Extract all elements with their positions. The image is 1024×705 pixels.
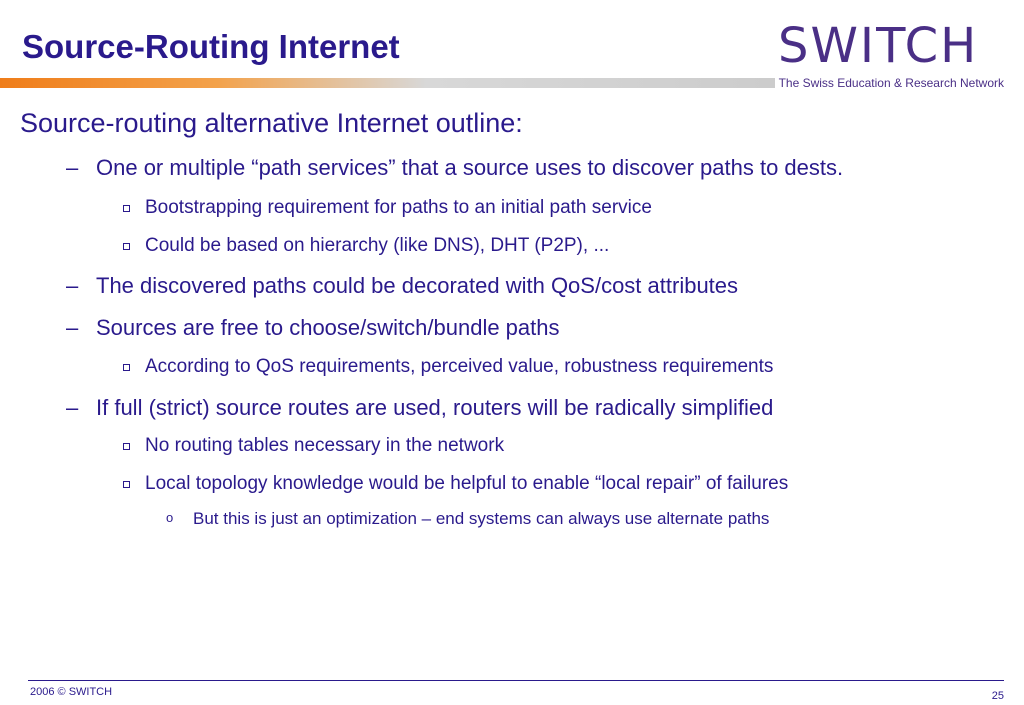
bullet-item xyxy=(66,315,560,341)
outline-heading: Source-routing alternative Internet outline: xyxy=(20,108,523,138)
square-bullet-icon xyxy=(123,243,130,250)
slide-title: Source-Routing Internet xyxy=(22,28,400,65)
footer-copyright: 2006 © SWITCH xyxy=(30,686,113,698)
square-bullet-icon xyxy=(123,481,130,488)
bullet-text: If full (strict) source routes are used, routers will be radically simplified xyxy=(96,395,774,420)
page-number: 25 xyxy=(991,690,1004,702)
bullet-text: The discovered paths could be decorated with QoS/cost attributes xyxy=(96,273,739,298)
dash-bullet-icon: – xyxy=(66,155,79,180)
square-bullet-icon xyxy=(123,205,130,212)
bullet-text: One or multiple “path services” that a source uses to discover paths to dests. xyxy=(96,155,844,180)
circle-bullet-icon: o xyxy=(166,510,174,525)
dash-bullet-icon: – xyxy=(66,315,79,340)
dash-bullet-icon: – xyxy=(66,273,79,298)
sub-bullet-text: Could be based on hierarchy (like DNS), DHT (P2P), ... xyxy=(145,235,610,256)
sub-sub-bullet-item xyxy=(166,509,770,529)
sub-bullet-item xyxy=(145,473,788,495)
bullet-item xyxy=(66,395,774,421)
logo-tagline: The Swiss Education & Research Network xyxy=(778,76,1004,90)
sub-bullet-text: No routing tables necessary in the network xyxy=(145,435,505,456)
square-bullet-icon xyxy=(123,364,130,371)
sub-bullet-item xyxy=(145,197,652,219)
sub-sub-bullet-text: But this is just an optimization – end systems can always use alternate paths xyxy=(193,509,770,528)
header-gradient-bar xyxy=(0,78,775,88)
sub-bullet-text: According to QoS requirements, perceived value, robustness requirements xyxy=(145,356,774,377)
bullet-item xyxy=(66,273,739,299)
bullet-item xyxy=(66,155,844,181)
sub-bullet-item xyxy=(145,356,773,378)
dash-bullet-icon: – xyxy=(66,395,79,420)
footer-divider xyxy=(28,680,1004,681)
sub-bullet-text: Bootstrapping requirement for paths to an initial path service xyxy=(145,197,652,218)
sub-bullet-item xyxy=(145,435,504,457)
sub-bullet-text: Local topology knowledge would be helpful to enable “local repair” of failures xyxy=(145,473,789,494)
bullet-text: Sources are free to choose/switch/bundle paths xyxy=(96,315,560,340)
square-bullet-icon xyxy=(123,443,130,450)
switch-logo xyxy=(778,18,1008,74)
logo-wordmark: SWITCH xyxy=(778,18,979,74)
sub-bullet-item xyxy=(145,235,609,257)
